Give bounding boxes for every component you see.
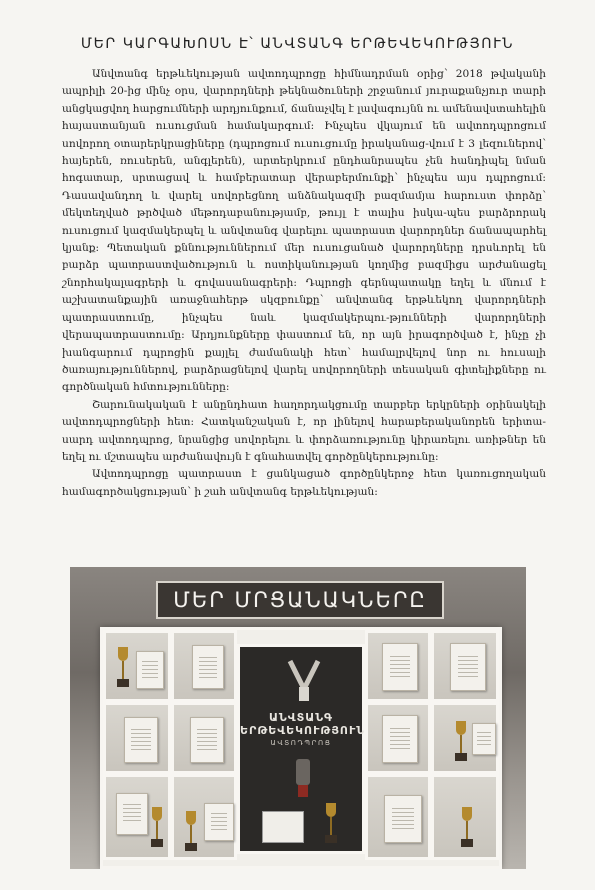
certificate-icon — [124, 717, 158, 763]
trophy-icon — [150, 807, 164, 847]
paragraph-1: Անվտանգ երթևեկության ավտոդպրոցը հիմնադրման օրից՝ 2018 թվականի ապրիլի 20-ից մինչ օրս, վարորդների թեկնածուների շրջանում յուրաքանչյուր տարի անցկացվող հարցումների արդյունքում, ճանաչվել է լավագույնն ու ամենավստահելին հայաստանյան ուսուցման համակարգում: Ինչպես վկայում են ավտոդպրոցում սովորող օտարերկրացիները (դպրոցում ուսուցումը իրականաց-վում է 3 լեզուներով՝ հայերեն, ռուսերեն, անգլերեն), արտերկրում ընդհանրապես չեն հանդիպել նման հոգատար, սրտացավ և համբերատար վերաբերմունքի՝ ինչպես այս դպրոցում: Դասավանդող և վարել սովորեցնող անձնակազմի բազմամյա հարուստ փորձը՝ մեկտեղված թրծված մեթոդաբանությամբ, թույլ է տալիս իսկա-պես բարձրորակ ուսուցում կազմակերպել և անվտանգ վարելու պատրաստ վարորդներ ճանապարհել կյանք: Պետական քննություններում մեր ուսուցանած վարորդները դրսևորել են բարձր պատրաստվածություն և ոստիկանության կողմից բազմիցս արժանացել շնորհակալագրերի և գովասանագրերի: Դպրոցի գերնպատակը եղել և մնում է աշխատանքային առաջնահերթ սկզբունքը՝ անվտանգ երթևեկող վարորդների պատրաստումը, ինչպես նաև կազմակերպու-թյունների վարորդների վերապատրաստումը: Արդյունքները փաստում են, որ այն իրագործված է, ինչը չի խանգարում դպրոցին քայլել ժամանակի հետ՝ համալրվելով նոր ու հուսալի ծառայություններով, բարձրացնելով վարել սովորողների տեսական գիտելիքները ու գործնական հմտությունները: — [62, 68, 546, 394]
shelf-cell — [171, 774, 237, 860]
trophy-icon — [460, 807, 474, 847]
certificate-icon — [192, 645, 224, 689]
trophy-icon — [324, 803, 338, 843]
article-body — [62, 66, 546, 501]
certificate-icon — [472, 723, 496, 755]
shelf-cell — [365, 630, 431, 702]
certificate-icon — [262, 811, 304, 843]
certificate-icon — [382, 643, 418, 691]
logo-title: ԱՆՎՏԱՆԳ ԵՐԹԵՎԵԿՈՒԹՅՈՒՆ — [240, 711, 366, 737]
shelf-cell — [103, 702, 171, 774]
trophy-icon — [116, 647, 130, 687]
awards-banner: ՄԵՐ ՄՐՑԱՆԱԿՆԵՐԸ — [156, 581, 444, 619]
shelf-cell — [103, 630, 171, 702]
shelf-cell — [431, 702, 499, 774]
page-title: ՄԵՐ ԿԱՐԳԱԽՈՍՆ Է՝ ԱՆՎՏԱՆԳ ԵՐԹԵՎԵԿՈՒԹՅՈՒՆ — [80, 36, 515, 52]
shelf-cell — [103, 774, 171, 860]
shelf-cell — [171, 630, 237, 702]
certificate-icon — [382, 715, 418, 763]
certificate-icon — [116, 793, 148, 835]
logo-subtitle: ԱՎՏՈԴՊՐՈՑ — [270, 739, 332, 747]
shelf-cell — [365, 774, 431, 860]
certificate-icon — [384, 795, 422, 843]
certificate-icon — [190, 717, 224, 763]
paragraph-3: Ավտոդպրոցը պատրաստ է ցանկացած գործընկերոջ հետ կառուցողական համագործակցության՝ ի շահ անվտանգ երթևեկության: — [62, 468, 546, 498]
seatbelt-buckle-icon — [292, 759, 314, 799]
certificate-icon — [204, 803, 234, 841]
seatbelt-logo-icon — [286, 659, 322, 703]
certificate-icon — [450, 643, 486, 691]
school-logo-panel — [237, 644, 365, 854]
certificate-icon — [136, 651, 164, 689]
shelf-cell — [431, 630, 499, 702]
shelf-cell — [171, 702, 237, 774]
award-shelf — [100, 627, 502, 869]
trophy-icon — [454, 721, 468, 761]
shelf-cell — [431, 774, 499, 860]
paragraph-2: Շարունակական է անընդհատ հաղորդակցումը տարբեր երկրների օրինակելի ավտոդպրոցների հետ: Հատկանշական է, որ լինելով հարաբերականորեն երիտա-սարդ ավտոդպրոց, նրանցից սովորելու և փորձառությունը կիրառելու առիթներ են եղել ու մշտապես արժանավույն է գնահատվել գործընկերությունը: — [62, 398, 546, 463]
shelf-cell — [365, 702, 431, 774]
awards-photo — [70, 567, 526, 869]
trophy-icon — [184, 811, 198, 851]
